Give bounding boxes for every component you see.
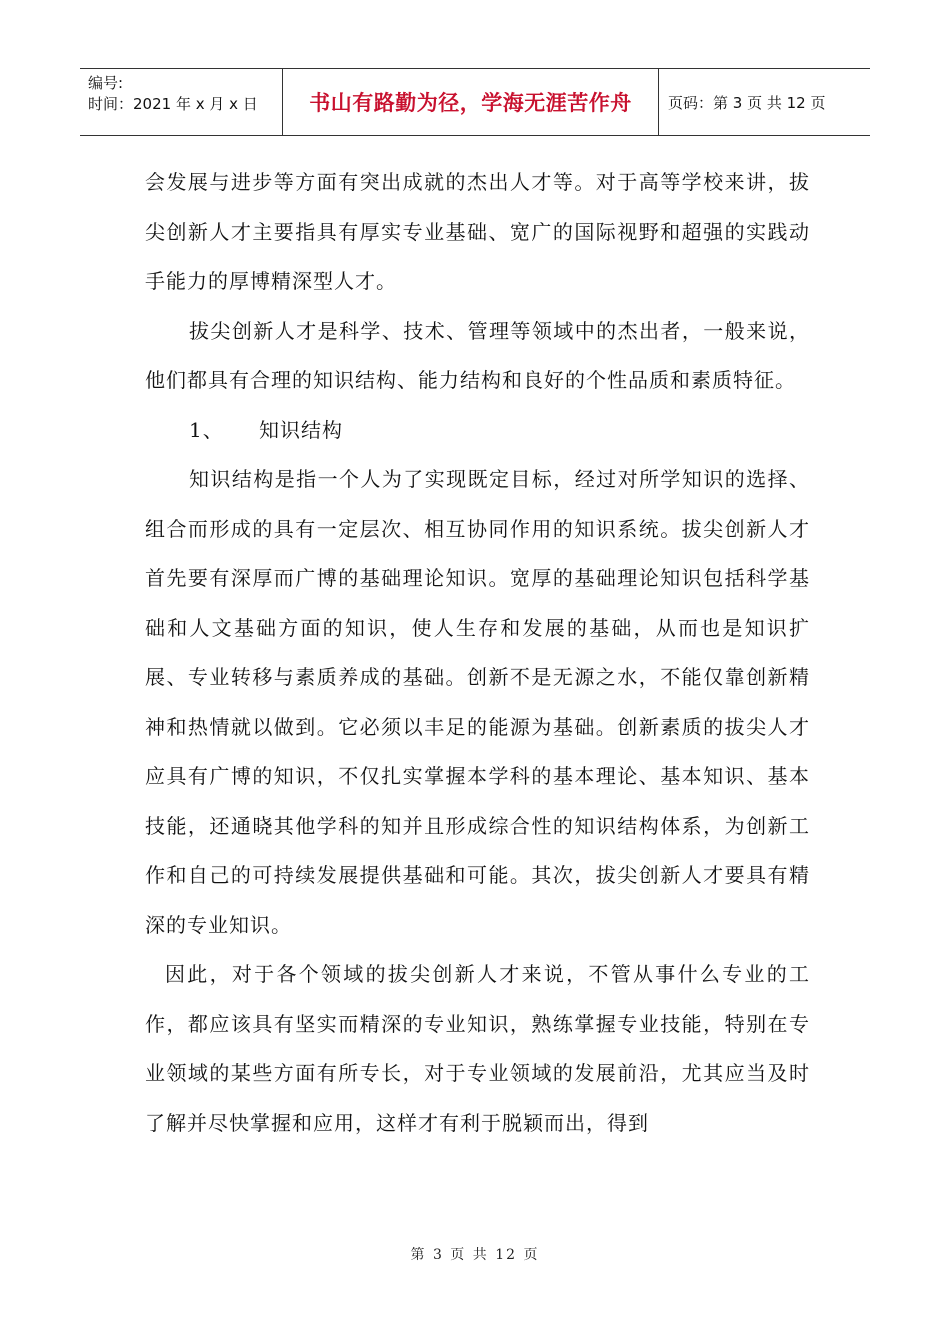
section-number: 1、 [189,417,224,442]
header-page-info: 页码：第 3 页 共 12 页 [668,93,826,112]
serial-label: 编号: [88,74,124,92]
paragraph-talent-definition: 拔尖创新人才是科学、技术、管理等领域中的杰出者，一般来说，他们都具有合理的知识结构、能力结构和良好的个性品质和素质特征。 [145,318,810,392]
section-title: 知识结构 [259,417,343,442]
document-body [145,158,810,1148]
paragraph-therefore: 因此，对于各个领域的拔尖创新人才来说，不管从事什么专业的工作，都应该具有坚实而精深的专业知识，熟练掌握专业技能，特别在专业领域的某些方面有所专长，对于专业领域的发展前沿，尤其应当及时了解并尽快掌握和应用，这样才有利于脱颖而出，得到 [145,962,810,1135]
paragraph-continuation: 会发展与进步等方面有突出成就的杰出人才等。对于高等学校来讲，拔尖创新人才主要指具有厚实专业基础、宽广的国际视野和超强的实践动手能力的厚博精深型人才。 [145,170,810,293]
header-meta [80,69,283,135]
paragraph-knowledge-structure: 知识结构是指一个人为了实现既定目标，经过对所学知识的选择、组合而形成的具有一定层次、相互协同作用的知识系统。拔尖创新人才首先要有深厚而广博的基础理论知识。宽厚的基础理论知识包括科学基础和人文基础方面的知识，使人生存和发展的基础，从而也是知识扩展、专业转移与素质养成的基础。创新不是无源之水，不能仅靠创新精神和热情就以做到。它必须以丰足的能源为基础。创新素质的拔尖人才应具有广博的知识，不仅扎实掌握本学科的基本理论、基本知识、基本技能，还通晓其他学科的知并且形成综合性的知识结构体系，为创新工作和自己的可持续发展提供基础和可能。其次，拔尖创新人才要具有精深的专业知识。 [145,467,810,937]
page-footer: 第 3 页 共 12 页 [410,1247,540,1263]
time-label: 时间：2021 年 x 月 x 日 [88,95,258,113]
page-header [80,68,870,136]
section-heading [145,406,810,456]
header-motto: 书山有路勤为径，学海无涯苦作舟 [283,69,659,135]
